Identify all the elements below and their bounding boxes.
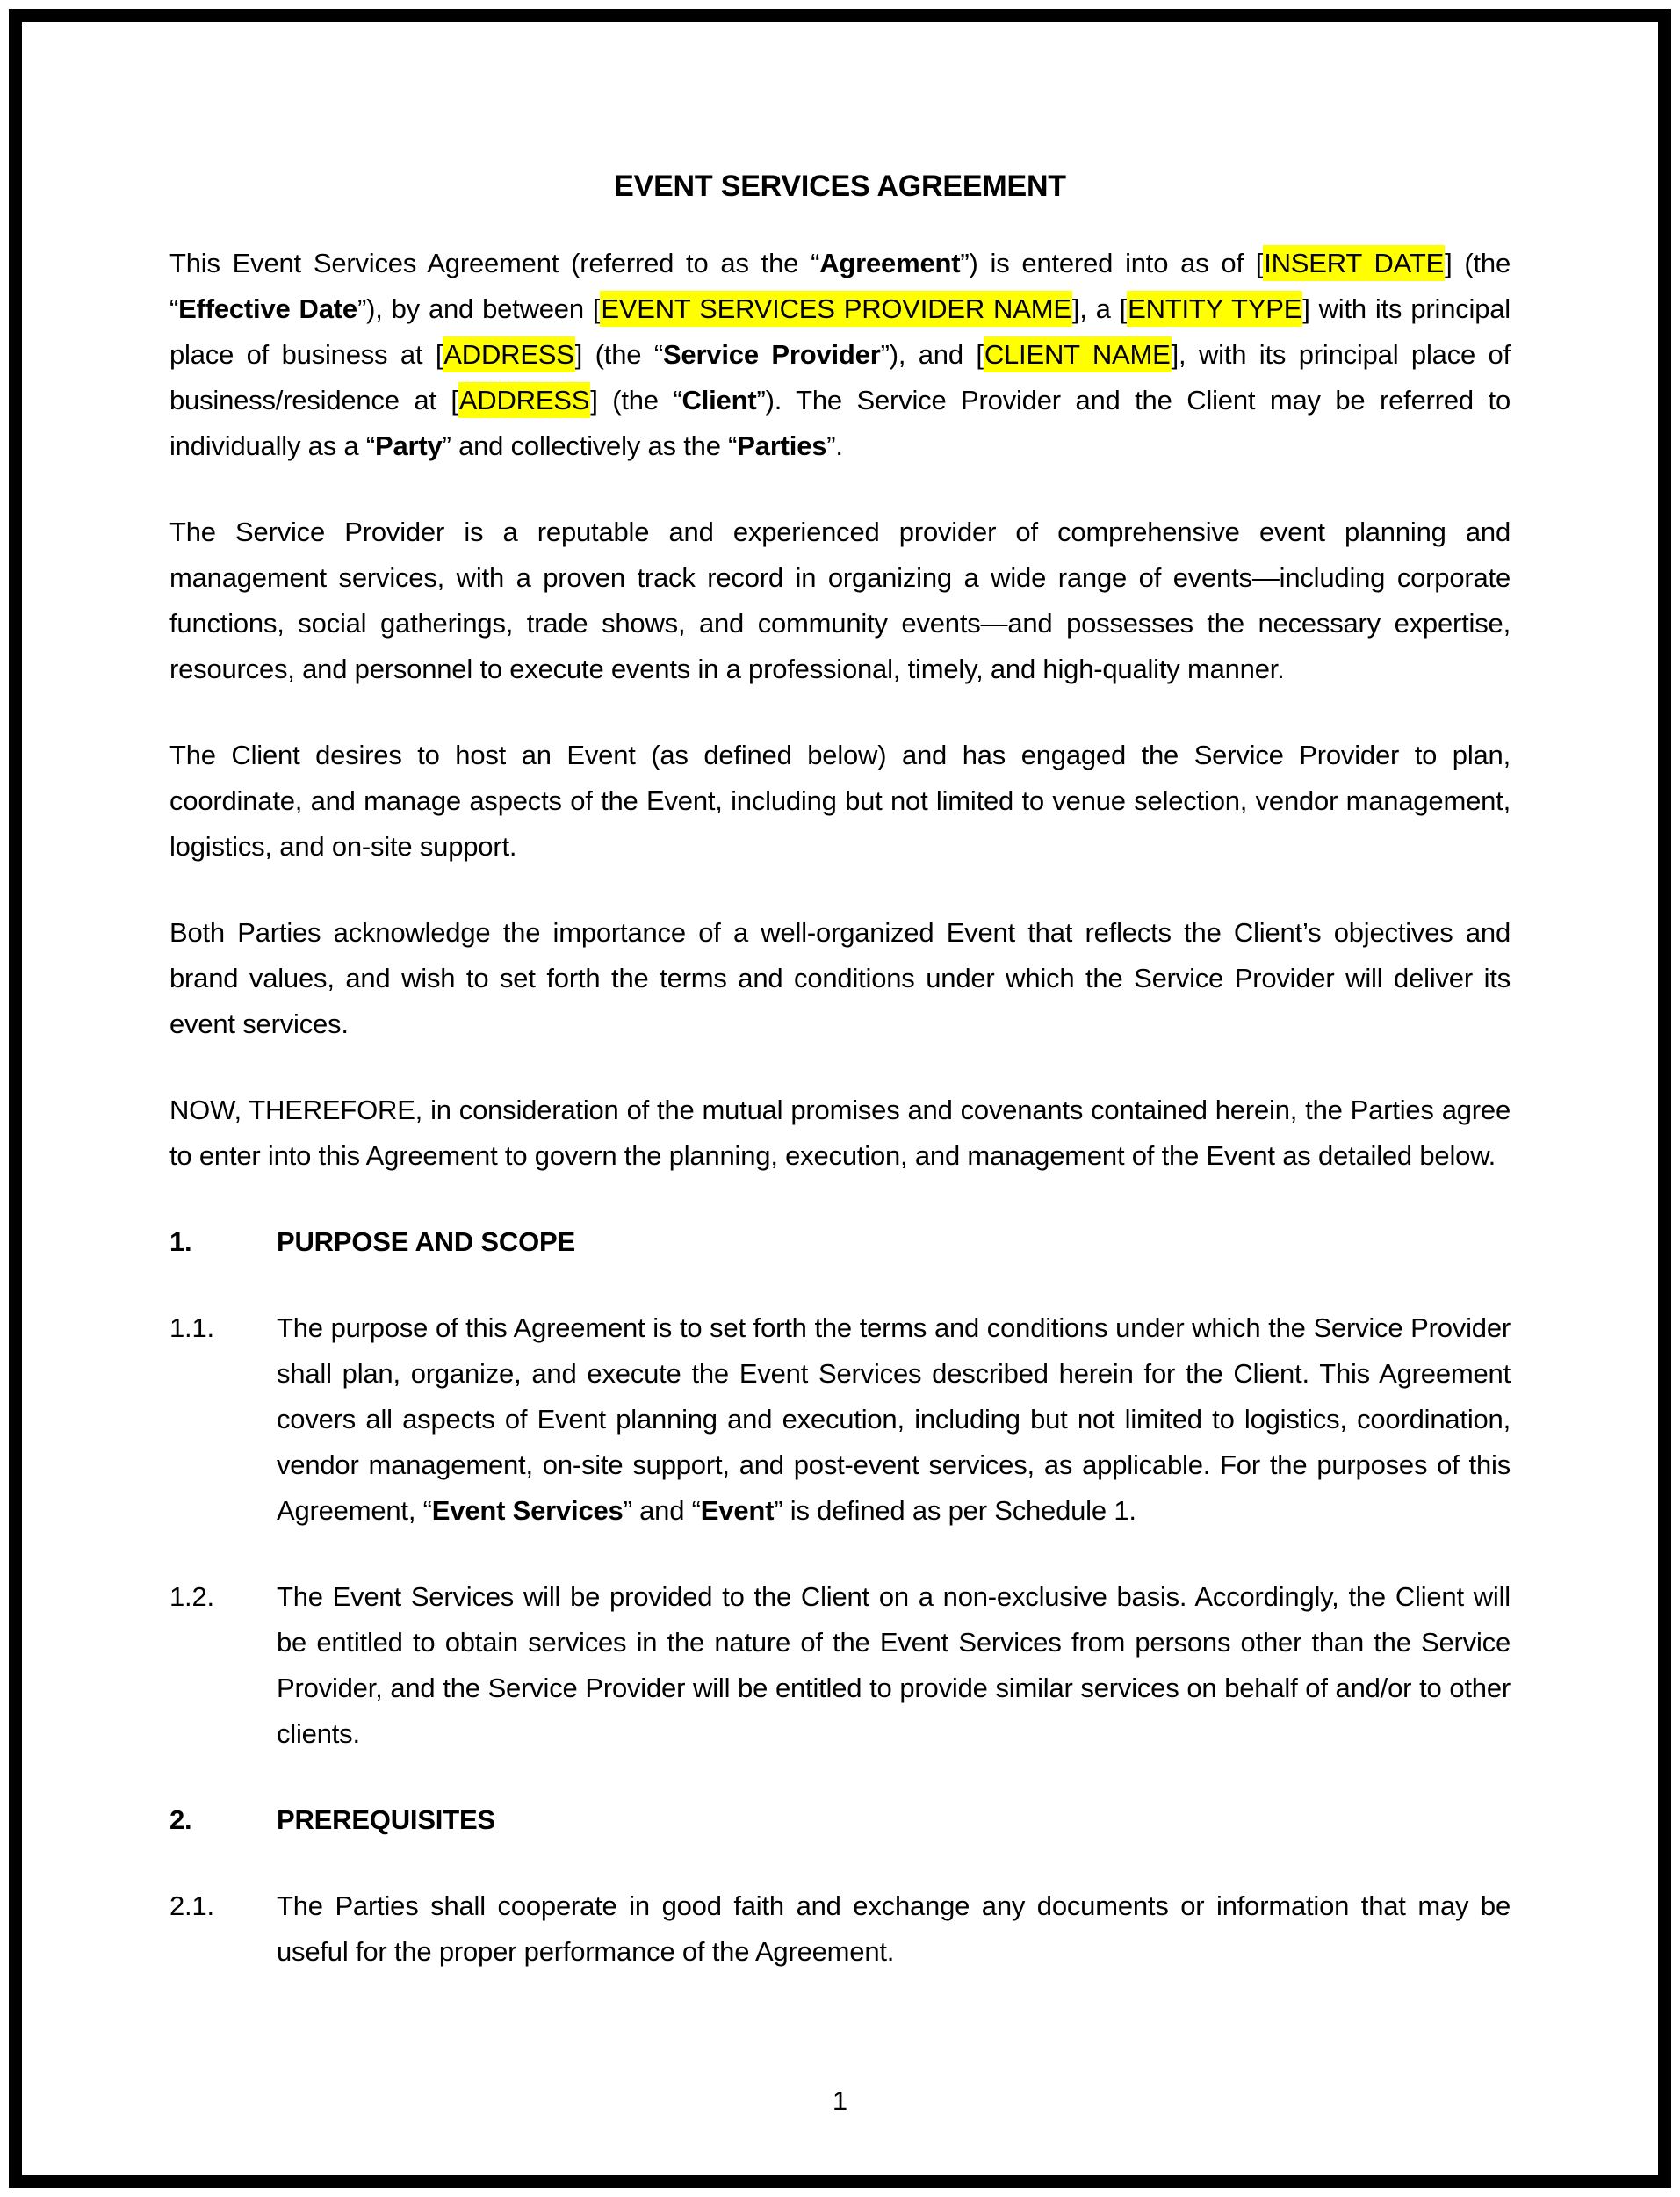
- text-run: The Event Services will be provided to the Client on a non-exclusive basis. Accordingly, the Client will be entitled to obtain services in the nature of the Event Services from persons other than the Service Provider, and the Service Provider will be entitled to provide similar services on behalf of and/or to other clients.: [277, 1581, 1511, 1749]
- clause-text: [277, 1305, 1511, 1534]
- clause: [169, 1883, 1511, 1975]
- text-run: ” and “: [623, 1495, 701, 1526]
- text-run: The purpose of this Agreement is to set forth the terms and conditions under which the Service Provider shall plan, organize, and execute the Event Services described herein for the Client. This Agreement covers all aspects of Event planning and execution, including but not limited to logistics, coordination, vendor management, on-site support, and post-event services, as applicable. For the purposes of this Agreement, “: [277, 1312, 1511, 1526]
- text-run: This Event Services Agreement (referred to as the “: [169, 248, 820, 278]
- clause: [169, 1574, 1511, 1757]
- section-number: 2.: [169, 1804, 192, 1835]
- clause: [169, 1305, 1511, 1534]
- bold-term: Event: [700, 1495, 775, 1526]
- bold-term: Agreement: [819, 248, 961, 278]
- text-run: ] with its principal place of business at [: [169, 293, 1511, 370]
- text-run: ] (the “: [574, 339, 663, 370]
- clause-number: 1.2.: [169, 1581, 214, 1612]
- text-run: ] (the “: [169, 248, 1511, 324]
- clause-number: 2.1.: [169, 1890, 214, 1921]
- text-run: ”) is entered into as of [: [960, 248, 1264, 278]
- placeholder-highlight: ADDRESS: [458, 382, 590, 418]
- intro-paragraph: [169, 241, 1511, 469]
- text-run: NOW, THEREFORE, in consideration of the mutual promises and covenants contained herein, the Parties agree to enter into this Agreement to govern the planning, execution, and management of the Event as detailed below.: [169, 1095, 1511, 1171]
- section-heading: [169, 1219, 1511, 1265]
- bold-term: Party: [374, 430, 443, 461]
- intro-paragraph: [169, 1088, 1511, 1179]
- page-footer: [0, 2078, 1680, 2124]
- text-run: The Service Provider is a reputable and experienced provider of comprehensive event planning and management services, with a proven track record in organizing a wide range of events—including corporate functions, social gatherings, trade shows, and community events—and possesses the necessary expertise, resources, and personnel to execute events in a professional, timely, and high-quality manner.: [169, 517, 1511, 684]
- bold-term: Service Provider: [662, 339, 881, 370]
- bold-term: Event Services: [431, 1495, 624, 1526]
- text-run: The Parties shall cooperate in good faith and exchange any documents or information that may be useful for the proper performance of the Agreement.: [277, 1890, 1511, 1967]
- placeholder-highlight: ENTITY TYPE: [1127, 291, 1302, 327]
- placeholder-highlight: ADDRESS: [443, 336, 574, 372]
- text-run: Both Parties acknowledge the importance of a well-organized Event that reflects the Client’s objectives and brand values, and wish to set forth the terms and conditions under which the Service Provider will deliver its event services.: [169, 917, 1511, 1039]
- document-body: [169, 241, 1511, 1975]
- text-run: ” and collectively as the “: [442, 430, 738, 461]
- section-number: 1.: [169, 1226, 192, 1257]
- bold-term: Parties: [737, 430, 827, 461]
- page-number: 1: [832, 2085, 848, 2116]
- bold-term: Effective Date: [178, 293, 357, 324]
- text-run: ] (the “: [590, 385, 682, 416]
- intro-paragraph: [169, 910, 1511, 1047]
- document-title: EVENT SERVICES AGREEMENT: [614, 170, 1066, 203]
- intro-paragraph: [169, 733, 1511, 870]
- clause-text: [277, 1883, 1511, 1975]
- text-run: ”). The Service Provider and the Client may be referred to individually as a “: [169, 385, 1511, 461]
- document-content: [169, 163, 1511, 2015]
- text-run: The Client desires to host an Event (as defined below) and has engaged the Service Provider to plan, coordinate, and manage aspects of the Event, including but not limited to venue selection, vendor management, logistics, and on-site support.: [169, 740, 1511, 862]
- text-run: ”), and [: [880, 339, 984, 370]
- section-title: PURPOSE AND SCOPE: [277, 1226, 575, 1257]
- intro-paragraph: [169, 510, 1511, 692]
- clause-number: 1.1.: [169, 1312, 214, 1343]
- section-heading: [169, 1797, 1511, 1843]
- bold-term: Client: [681, 385, 757, 416]
- text-run: ], with its principal place of business/residence at [: [169, 339, 1511, 416]
- text-run: ”), by and between [: [357, 293, 601, 324]
- placeholder-highlight: CLIENT NAME: [984, 336, 1172, 372]
- clause-text: [277, 1574, 1511, 1757]
- section-title: PREREQUISITES: [277, 1804, 495, 1835]
- placeholder-highlight: INSERT DATE: [1263, 245, 1445, 281]
- placeholder-highlight: EVENT SERVICES PROVIDER NAME: [600, 291, 1072, 327]
- text-run: ” is defined as per Schedule 1.: [774, 1495, 1136, 1526]
- text-run: ], a [: [1071, 293, 1128, 324]
- text-run: ”.: [826, 430, 843, 461]
